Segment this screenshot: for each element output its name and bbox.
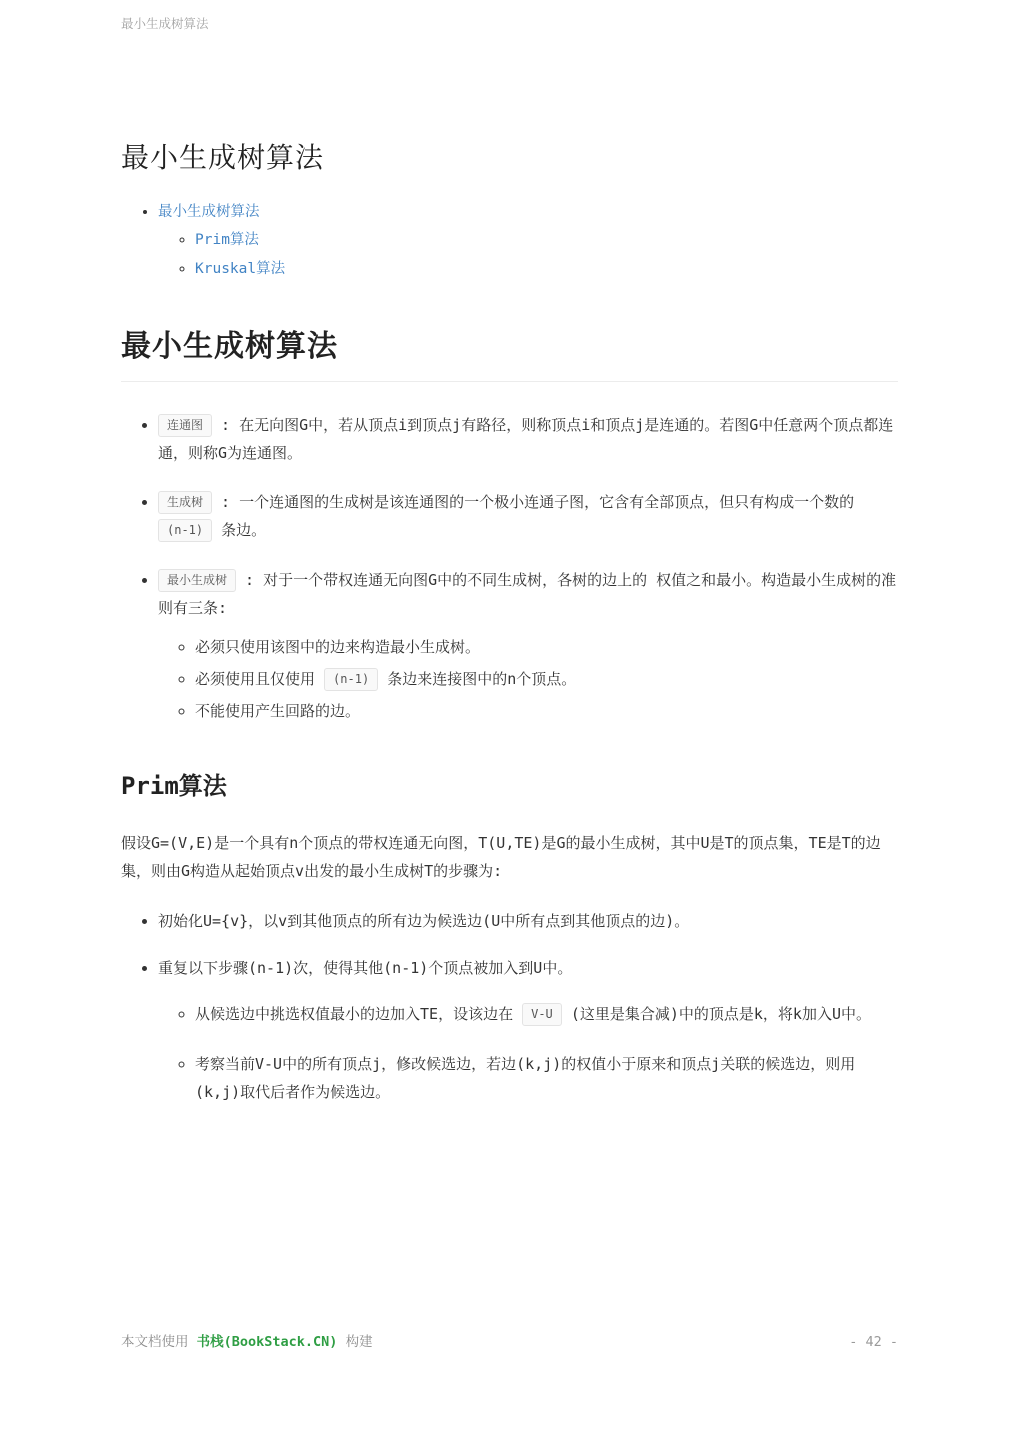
mst-rule-2 <box>195 666 898 694</box>
mst-rule-1 <box>195 634 898 662</box>
rule-text: 必须使用且仅使用 <box>195 670 316 689</box>
inline-code-v-u: V-U <box>522 1003 562 1026</box>
toc-link-prim[interactable]: Prim算法 <box>195 232 259 249</box>
toc-item-mst <box>158 198 898 283</box>
footer-suffix: 构建 <box>345 1334 373 1350</box>
step-text: 初始化U={v}，以v到其他顶点的所有边为候选边(U中所有点到其他顶点的边)。 <box>158 911 690 930</box>
page-header-title: 最小生成树算法 <box>121 16 209 31</box>
rule-text: 条边来连接图中的n个顶点。 <box>387 670 577 689</box>
inline-code-badge: 生成树 <box>158 491 212 514</box>
substep-text: (这里是集合减)中的顶点是k，将k加入U中。 <box>570 1005 871 1024</box>
doc-title: 最小生成树算法 <box>121 141 325 174</box>
prim-substep-1 <box>195 1001 898 1029</box>
toc-link-kruskal[interactable]: Kruskal算法 <box>195 260 286 277</box>
rule-text: 不能使用产生回路的边。 <box>195 701 361 720</box>
definition-text: : 在无向图G中，若从顶点i到顶点j有路径，则称顶点i和顶点j是连通的。若图G中任意两个顶点都连通，则称G为连通图。 <box>158 415 894 462</box>
prim-substep-2 <box>195 1051 898 1107</box>
step-text: 重复以下步骤(n-1)次，使得其他(n-1)个顶点被加入到U中。 <box>158 959 573 978</box>
definition-text: 条边。 <box>221 521 267 540</box>
bookstack-brand-link[interactable]: 书栈(BookStack.CN) <box>196 1334 338 1350</box>
prim-substeps-list <box>158 1001 898 1106</box>
definition-connected-graph <box>158 412 898 468</box>
prim-steps-list <box>121 908 898 1107</box>
inline-code-n-1: (n-1) <box>158 519 212 542</box>
toc-item-kruskal <box>195 255 898 283</box>
toc-sublist <box>158 226 898 283</box>
prim-section-heading: Prim算法 <box>121 771 227 800</box>
definition-text: : 一个连通图的生成树是该连通图的一个极小连通子图，它含有全部顶点，但只有构成一个数的 <box>221 493 855 512</box>
prim-step-2 <box>158 955 898 1106</box>
prim-step-1 <box>158 908 898 936</box>
page-footer <box>121 1330 898 1350</box>
footer-prefix: 本文档使用 <box>121 1334 189 1350</box>
substep-text: 从候选边中挑选权值最小的边加入TE，设该边在 <box>195 1005 514 1024</box>
inline-code-badge: 连通图 <box>158 414 212 437</box>
toc-item-prim <box>195 226 898 254</box>
rule-text: 必须只使用该图中的边来构造最小生成树。 <box>195 638 481 657</box>
toc-link-mst[interactable]: 最小生成树算法 <box>158 204 260 220</box>
substep-text: 考察当前V-U中的所有顶点j，修改候选边，若边(k,j)的权值小于原来和顶点j关联的候选边，则用(k,j)取代后者作为候选边。 <box>195 1054 856 1101</box>
toc-list <box>121 198 898 283</box>
section-heading: 最小生成树算法 <box>121 321 898 382</box>
definition-minimum-spanning-tree <box>158 567 898 726</box>
definition-spanning-tree <box>158 489 898 545</box>
mst-rule-3 <box>195 698 898 726</box>
definition-list <box>121 412 898 726</box>
definition-text: : 对于一个带权连通无向图G中的不同生成树，各树的边上的 权值之和最小。构造最小生成树的准则有三条: <box>158 570 897 617</box>
inline-code-n-1: (n-1) <box>324 668 378 691</box>
inline-code-badge: 最小生成树 <box>158 569 236 592</box>
page-number: - 42 - <box>849 1334 898 1350</box>
prim-intro-paragraph: 假设G=(V,E)是一个具有n个顶点的带权连通无向图，T(U,TE)是G的最小生成树，其中U是T的顶点集，TE是T的边集，则由G构造从起始顶点v出发的最小生成树T的步骤为: <box>121 833 881 881</box>
footer-build-note <box>121 1330 373 1350</box>
mst-rules-list <box>158 634 898 725</box>
